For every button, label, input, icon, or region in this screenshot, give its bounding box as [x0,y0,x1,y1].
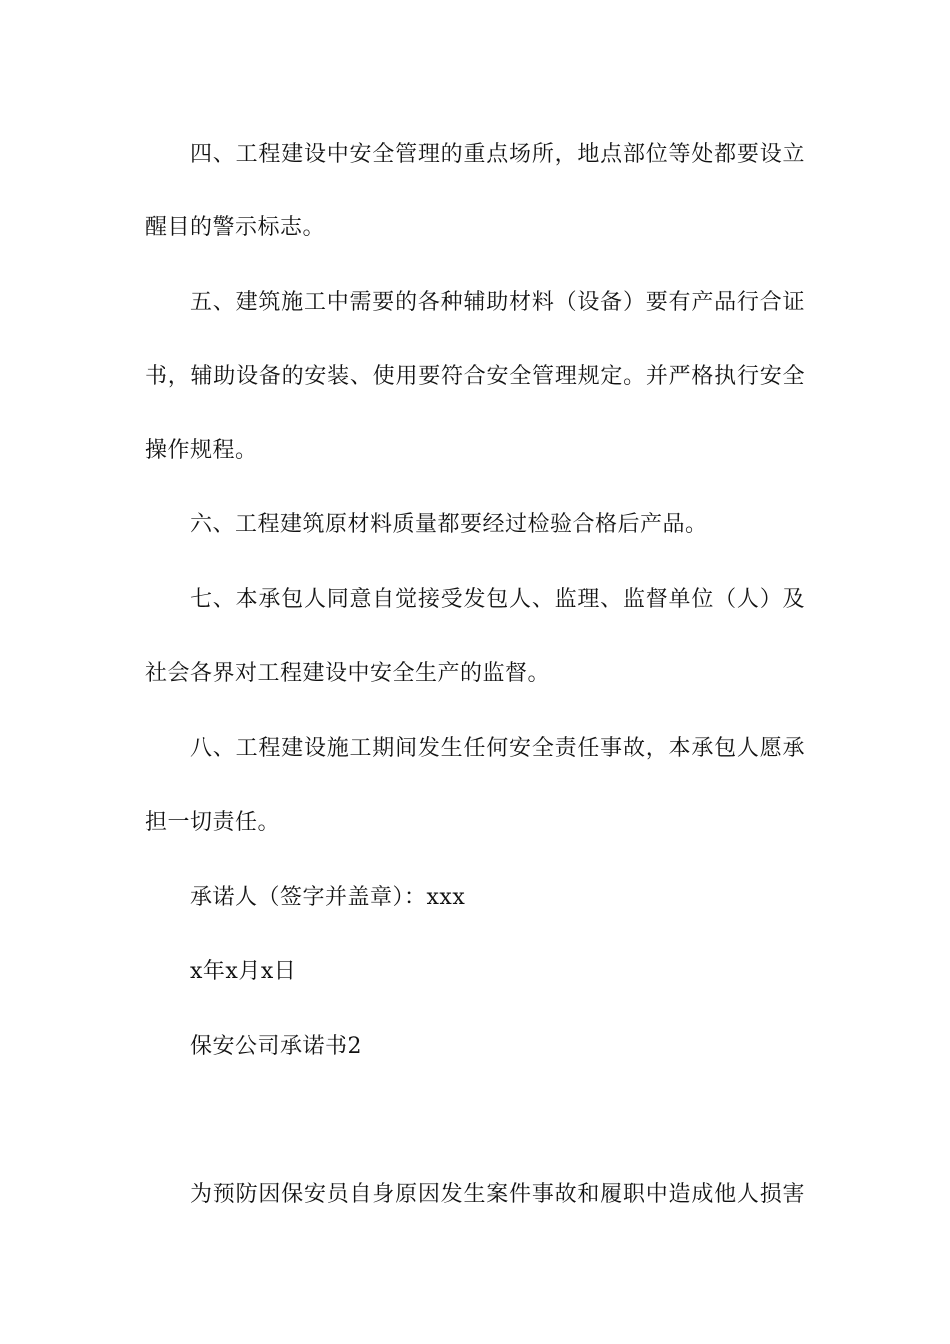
paragraph-6-line-1: 六、工程建筑原材料质量都要经过检验合格后产品。 [190,512,708,537]
paragraph-5-line-3: 操作规程。 [145,438,258,463]
paragraph-4-line-2: 醒目的警示标志。 [145,215,326,240]
next-paragraph-line-1: 为预防因保安员自身原因发生案件事故和履职中造成他人损害 [190,1182,805,1207]
paragraph-8-line-2: 担一切责任。 [145,810,281,835]
paragraph-7-line-2: 社会各界对工程建设中安全生产的监督。 [145,661,551,686]
date-line: x年x月x日 [190,959,297,984]
paragraph-5-line-1: 五、建筑施工中需要的各种辅助材料（设备）要有产品行合证 [190,290,805,315]
paragraph-8-line-1: 八、工程建设施工期间发生任何安全责任事故，本承包人愿承 [190,736,805,761]
paragraph-4-line-1: 四、工程建设中安全管理的重点场所，地点部位等处都要设立 [190,142,805,167]
paragraph-7-line-1: 七、本承包人同意自觉接受发包人、监理、监督单位（人）及 [190,587,805,612]
section-title: 保安公司承诺书2 [190,1034,362,1059]
paragraph-5-line-2: 书，辅助设备的安装、使用要符合安全管理规定。并严格执行安全 [145,364,805,389]
signatory-line: 承诺人（签字并盖章）：xxx [190,885,466,910]
